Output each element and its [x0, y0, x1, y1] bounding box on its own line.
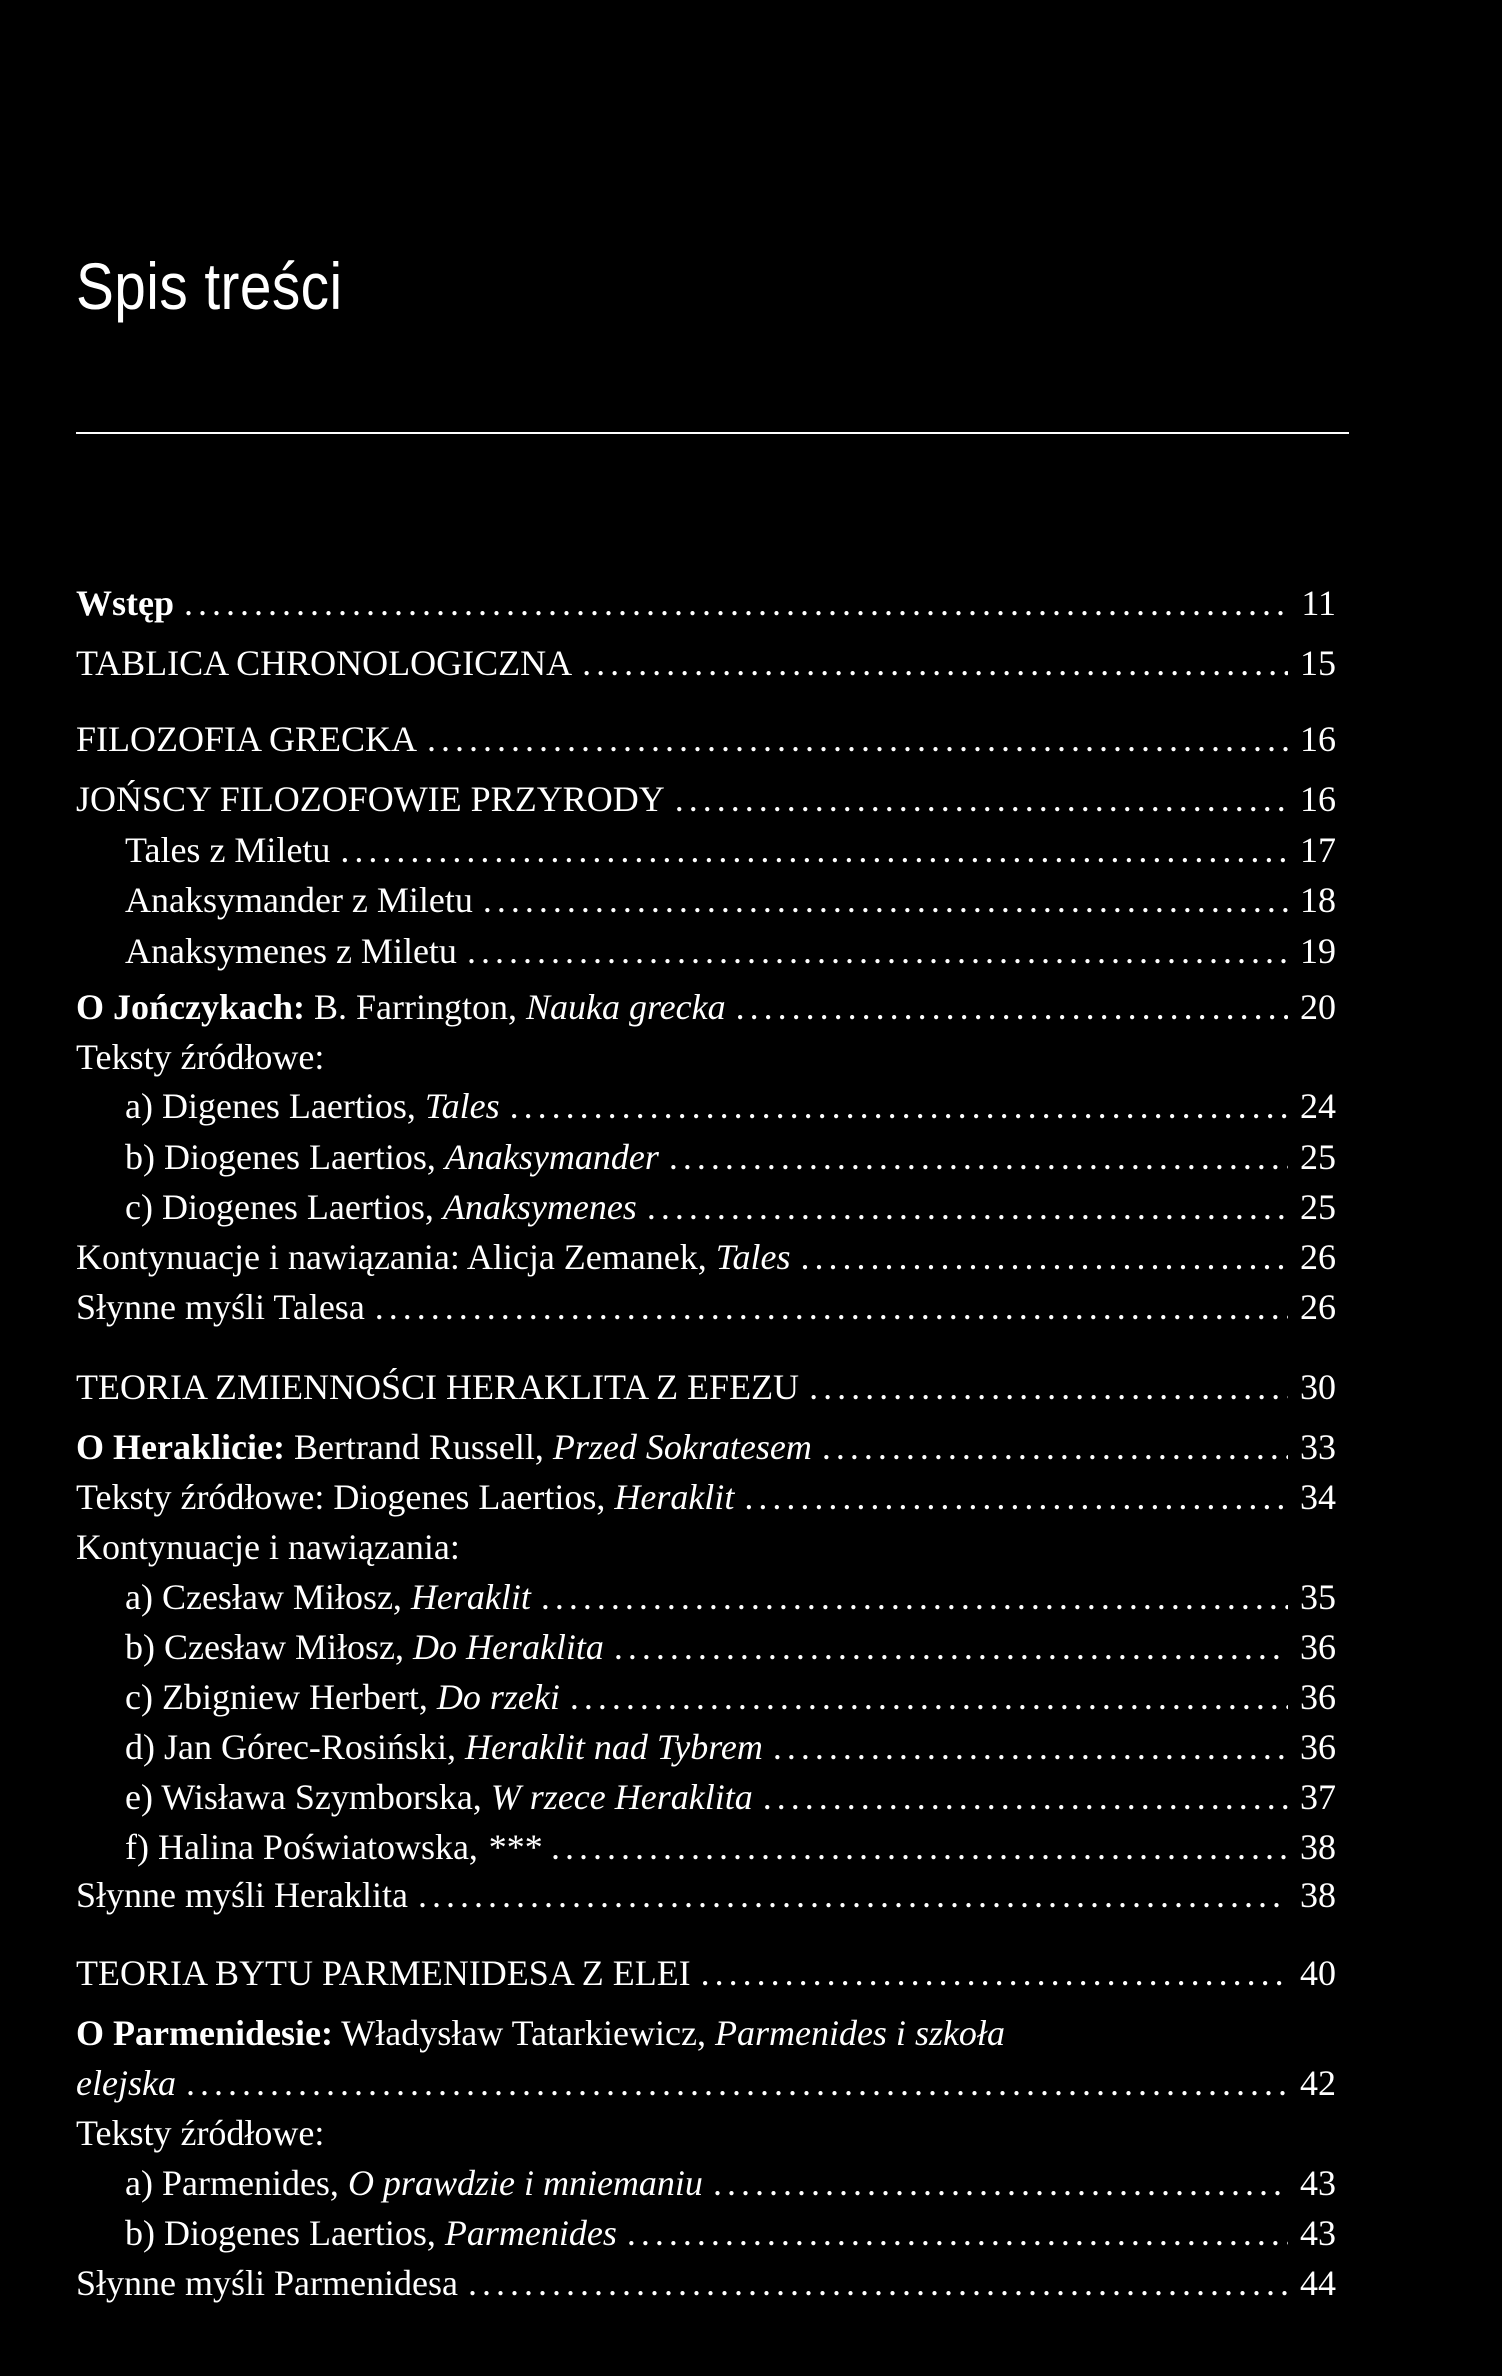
toc-entry	[125, 2206, 1336, 2256]
toc-entry-label	[76, 2260, 458, 2306]
toc-entry-page: 43	[1300, 2213, 1336, 2253]
toc-entry-text: JOŃSCY FILOZOFOWIE PRZYRODY	[76, 779, 665, 819]
dot-leader	[809, 1364, 1288, 1410]
toc-entry-label	[76, 1364, 799, 1410]
toc-entry-title: ***	[486, 1827, 541, 1867]
toc-entry	[76, 2006, 1336, 2056]
dot-leader	[570, 1674, 1288, 1720]
toc-entry	[125, 823, 1336, 873]
toc-entry-label	[76, 716, 417, 762]
toc-entry	[76, 712, 1336, 762]
toc-entry-text: a) Digenes Laertios,	[125, 1086, 425, 1126]
toc-entry-label	[76, 1524, 460, 1570]
toc-entry-label	[125, 1083, 500, 1129]
toc-entry-text: Teksty źródłowe:	[76, 2113, 325, 2153]
toc-entry	[125, 1570, 1336, 1620]
dot-leader	[744, 1474, 1288, 1520]
dot-leader	[614, 1624, 1288, 1670]
toc-entry	[76, 576, 1336, 626]
toc-entry-label	[125, 877, 473, 923]
toc-entry-page: 35	[1300, 1577, 1336, 1617]
page-title: Spis treści	[76, 249, 343, 323]
toc-entry-title: Anaksymander	[444, 1137, 659, 1177]
toc-entry-text: Teksty źródłowe:	[76, 1037, 325, 1077]
toc-entry-page: 34	[1300, 1477, 1336, 1517]
toc-entry-text: f) Halina Poświatowska,	[125, 1827, 487, 1867]
toc-entry	[125, 1130, 1336, 1180]
toc-entry-label	[125, 2210, 617, 2256]
dot-leader	[713, 2160, 1288, 2206]
toc-entry-label	[125, 1184, 637, 1230]
toc-entry	[76, 1470, 1336, 1520]
toc-entry-label	[76, 640, 572, 686]
toc-entry	[76, 1360, 1336, 1410]
toc-entry-page: 19	[1300, 931, 1336, 971]
toc-entry	[76, 1946, 1336, 1996]
toc-entry-page: 42	[1300, 2063, 1336, 2103]
dot-leader	[468, 2260, 1288, 2306]
toc-entry-page: 33	[1300, 1427, 1336, 1467]
toc-entry	[125, 1720, 1336, 1770]
toc-entry-text: b) Czesław Miłosz,	[125, 1627, 413, 1667]
dot-leader	[736, 984, 1288, 1030]
toc-entry-page: 25	[1300, 1187, 1336, 1227]
toc-entry-page: 16	[1300, 719, 1336, 759]
toc-entry-text: TABLICA CHRONOLOGICZNA	[76, 643, 573, 683]
dot-leader	[186, 2060, 1288, 2106]
toc-entry-text: Tales z Miletu	[125, 830, 331, 870]
toc-entry-bold: O Parmenidesie:	[76, 2013, 333, 2053]
title-divider	[76, 432, 1349, 434]
toc-entry-page: 38	[1300, 1875, 1336, 1915]
toc-entry-label	[76, 1872, 408, 1918]
toc-entry-title: Do rzeki	[436, 1677, 560, 1717]
toc-entry-label	[76, 2060, 176, 2106]
toc-entry-text: c) Zbigniew Herbert,	[125, 1677, 437, 1717]
toc-entry	[76, 2106, 1336, 2156]
toc-entry-text: Teksty źródłowe: Diogenes Laertios,	[76, 1477, 615, 1517]
toc-entry-bold: O Jończykach:	[76, 987, 305, 1027]
toc-entry-title: O prawdzie i mniemaniu	[347, 2163, 703, 2203]
toc-entry	[125, 1079, 1336, 1129]
toc-entry	[76, 1030, 1336, 1080]
toc-entry-text: FILOZOFIA GRECKA	[76, 719, 418, 759]
toc-entry	[125, 924, 1336, 974]
toc-entry-text: Władysław Tatarkiewicz,	[332, 2013, 715, 2053]
toc-entry	[76, 1280, 1336, 1330]
toc-entry-label	[125, 1134, 659, 1180]
toc-entry	[76, 1520, 1336, 1570]
toc-entry-title: Anaksymenes	[442, 1187, 637, 1227]
toc-entry-bold: O Heraklicie:	[76, 1427, 285, 1467]
dot-leader	[773, 1724, 1288, 1770]
toc-entry-page: 18	[1300, 880, 1336, 920]
toc-entry-text: Słynne myśli Talesa	[76, 1287, 365, 1327]
dot-leader	[675, 776, 1288, 822]
toc-entry	[125, 1670, 1336, 1720]
toc-entry-label	[76, 1234, 790, 1280]
toc-entry-title: Parmenides	[444, 2213, 617, 2253]
dot-leader	[483, 877, 1288, 923]
toc-entry-page: 20	[1300, 987, 1336, 1027]
toc-entry-text: Bertrand Russell,	[284, 1427, 553, 1467]
toc-entry	[76, 980, 1336, 1030]
toc-entry-page: 17	[1300, 830, 1336, 870]
toc-entry	[76, 2256, 1336, 2306]
toc-entry	[125, 2156, 1336, 2206]
toc-entry-text: a) Czesław Miłosz,	[125, 1577, 411, 1617]
toc-entry-title: Heraklit nad Tybrem	[464, 1727, 763, 1767]
toc-entry-page: 25	[1300, 1137, 1336, 1177]
toc-entry-text: TEORIA BYTU PARMENIDESA Z ELEI	[76, 1953, 691, 1993]
toc-entry-text: Anaksymenes z Miletu	[125, 931, 457, 971]
toc-entry-label	[125, 1674, 560, 1720]
toc-entry-page: 44	[1300, 2263, 1336, 2303]
dot-leader	[627, 2210, 1288, 2256]
dot-leader	[340, 827, 1288, 873]
dot-leader	[418, 1872, 1288, 1918]
toc-entry-label	[76, 984, 726, 1030]
toc-entry-page: 16	[1300, 779, 1336, 819]
toc-entry-page: 26	[1300, 1287, 1336, 1327]
toc-entry-page: 37	[1300, 1777, 1336, 1817]
toc-entry-label	[76, 1284, 365, 1330]
toc-entry-label	[76, 2110, 324, 2156]
dot-leader	[647, 1184, 1288, 1230]
toc-entry-text: d) Jan Górec-Rosiński,	[125, 1727, 465, 1767]
dot-leader	[551, 1824, 1288, 1870]
toc-entry-text: a) Parmenides,	[125, 2163, 348, 2203]
dot-leader	[510, 1083, 1288, 1129]
toc-entry-label	[125, 1624, 604, 1670]
toc-entry-text: TEORIA ZMIENNOŚCI HERAKLITA Z EFEZU	[76, 1367, 800, 1407]
toc-entry	[76, 772, 1336, 822]
toc-entry	[125, 1620, 1336, 1670]
toc-entry-text: Słynne myśli Heraklita	[76, 1875, 408, 1915]
dot-leader	[467, 928, 1288, 974]
toc-entry-title: Heraklit	[614, 1477, 735, 1517]
toc-entry-text: c) Diogenes Laertios,	[125, 1187, 443, 1227]
toc-entry-text: B. Farrington,	[305, 987, 526, 1027]
toc-entry-page: 26	[1300, 1237, 1336, 1277]
dot-leader	[800, 1234, 1288, 1280]
dot-leader	[184, 580, 1288, 626]
toc-entry-page: 15	[1300, 643, 1336, 683]
toc-entry-title: elejska	[76, 2063, 176, 2103]
toc-entry-page: 43	[1300, 2163, 1336, 2203]
toc-entry-page: 30	[1300, 1367, 1336, 1407]
toc-entry-label	[76, 1474, 734, 1520]
toc-entry-label	[125, 2160, 703, 2206]
toc-entry-label	[125, 928, 457, 974]
toc-entry	[125, 1820, 1336, 1870]
toc-entry-title: Do Heraklita	[412, 1627, 604, 1667]
toc-entry-title: Heraklit	[410, 1577, 531, 1617]
toc-entry-label	[76, 2010, 1005, 2056]
toc-entry-text: b) Diogenes Laertios,	[125, 1137, 445, 1177]
toc-entry-label	[125, 1774, 753, 1820]
dot-leader	[822, 1424, 1288, 1470]
toc-entry-text: Kontynuacje i nawiązania:	[76, 1527, 460, 1567]
toc-entry-label	[76, 1950, 691, 1996]
toc-entry-text: Anaksymander z Miletu	[125, 880, 473, 920]
toc-entry-bold: Wstęp	[76, 583, 174, 623]
toc-entry-text: Kontynuacje i nawiązania: Alicja Zemanek,	[76, 1237, 716, 1277]
toc-entry-page: 36	[1300, 1677, 1336, 1717]
toc-entry-title: Nauka grecka	[526, 987, 726, 1027]
toc-entry-label	[125, 827, 330, 873]
toc-entry-page: 24	[1300, 1086, 1336, 1126]
dot-leader	[763, 1774, 1288, 1820]
toc-entry-text: Słynne myśli Parmenidesa	[76, 2263, 458, 2303]
toc-entry-label	[125, 1574, 531, 1620]
dot-leader	[541, 1574, 1288, 1620]
toc-entry	[76, 1868, 1336, 1918]
dot-leader	[669, 1134, 1288, 1180]
toc-entry-page: 36	[1300, 1727, 1336, 1767]
toc-entry-page: 38	[1300, 1827, 1336, 1867]
toc-entry-label	[76, 776, 665, 822]
toc-entry-title: Parmenides i szkoła	[714, 2013, 1005, 2053]
toc-entry-label	[125, 1824, 541, 1870]
toc-entry-text: e) Wisława Szymborska,	[125, 1777, 491, 1817]
toc-entry-title: Przed Sokratesem	[552, 1427, 812, 1467]
dot-leader	[582, 640, 1288, 686]
toc-entry	[125, 1180, 1336, 1230]
toc-entry	[125, 873, 1336, 923]
toc-entry-label	[125, 1724, 763, 1770]
toc-entry	[76, 1420, 1336, 1470]
dot-leader	[701, 1950, 1288, 1996]
toc-entry	[76, 1230, 1336, 1280]
toc-entry-page: 36	[1300, 1627, 1336, 1667]
toc-entry-label	[76, 580, 174, 626]
toc-entry-title: Tales	[715, 1237, 791, 1277]
toc-entry	[125, 1770, 1336, 1820]
dot-leader	[375, 1284, 1288, 1330]
toc-entry-page: 11	[1301, 583, 1336, 623]
toc-entry	[76, 636, 1336, 686]
toc-entry-label	[76, 1424, 812, 1470]
toc-entry-page: 40	[1300, 1953, 1336, 1993]
toc-entry-text: b) Diogenes Laertios,	[125, 2213, 445, 2253]
dot-leader	[427, 716, 1288, 762]
toc-entry-title: Tales	[424, 1086, 500, 1126]
toc-entry-title: W rzece Heraklita	[490, 1777, 753, 1817]
toc-entry	[76, 2056, 1336, 2106]
toc-entry-label	[76, 1034, 324, 1080]
